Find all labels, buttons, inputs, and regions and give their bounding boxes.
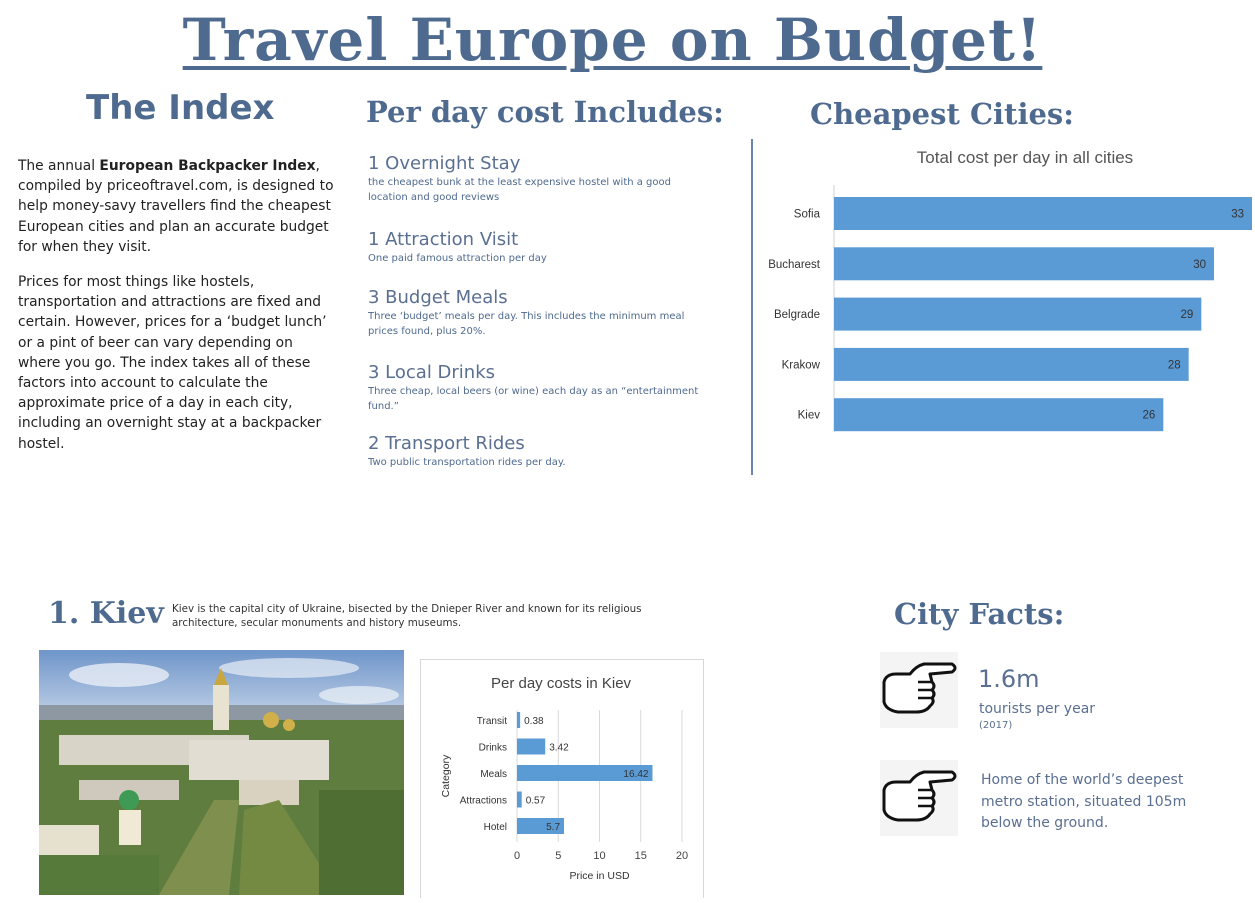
fact1-number: 1.6m	[978, 665, 1040, 693]
vertical-divider	[751, 139, 753, 475]
cheapest-cities-chart	[755, 140, 1255, 450]
pointing-hand-icon	[880, 760, 958, 836]
category-label: Bucharest	[768, 258, 820, 271]
bar	[517, 792, 522, 808]
x-axis-label: Price in USD	[569, 870, 630, 882]
include-item-title: 2 Transport Rides	[368, 433, 525, 454]
category-label: Drinks	[478, 742, 507, 754]
category-label: Kiev	[797, 409, 820, 422]
category-label: Sofia	[793, 208, 820, 221]
kiev-heading: 1. Kiev	[48, 596, 164, 631]
data-label: 26	[1142, 409, 1156, 422]
category-label: Krakow	[781, 359, 820, 372]
bar	[834, 247, 1214, 280]
include-item-title: 3 Budget Meals	[368, 287, 508, 308]
data-label: 5.7	[546, 822, 561, 833]
tick-label: 20	[675, 850, 689, 862]
category-label: Attractions	[459, 795, 507, 807]
category-label: Transit	[476, 716, 507, 727]
data-label: 0.57	[525, 795, 546, 807]
bar	[517, 712, 520, 728]
cheapest-heading: Cheapest Cities:	[810, 97, 1074, 131]
index-p1-rest: , compiled by priceoftravel.com, is designed to help money-savy travellers find the cheapest European cities and plan an accurate budget for when they visit.	[18, 158, 334, 255]
include-item-title: 3 Local Drinks	[368, 362, 496, 383]
data-label: 33	[1231, 208, 1244, 221]
include-item-drinks	[368, 362, 708, 414]
index-paragraph-2: Prices for most things like hostels, transportation and attractions are fixed and certain. However, prices for a ‘budget lunch’ or a pint of beer can vary depending on where you go. The index takes all of these factors into account to calculate the approximate price of a day in each city, including an overnight stay at a backpacker hostel.	[18, 274, 327, 452]
kiev-photo	[39, 650, 404, 895]
data-label: 29	[1180, 309, 1194, 322]
include-item-desc: Three ‘budget’ meals per day. This includes the minimum meal prices found, plus 20%.	[368, 311, 685, 337]
include-item-attraction	[368, 229, 708, 267]
include-item-title: 1 Overnight Stay	[368, 153, 521, 174]
pointing-hand-icon	[880, 652, 958, 728]
include-item-desc: One paid famous attraction per day	[368, 253, 547, 264]
index-p1-bold: European Backpacker Index	[99, 158, 316, 174]
bar	[834, 348, 1189, 381]
tick-label: 15	[634, 850, 647, 862]
category-label: Belgrade	[773, 309, 820, 322]
kiev-description: Kiev is the capital city of Ukraine, bisected by the Dnieper River and known for its religious architecture, secular monuments and history museums.	[172, 603, 642, 629]
kiev-costs-chart	[421, 660, 705, 899]
tick-label: 5	[555, 850, 562, 862]
data-label: 3.42	[549, 742, 569, 754]
index-heading: The Index	[86, 88, 275, 128]
facts-heading: City Facts:	[894, 597, 1065, 631]
kiev-costs-chart-frame	[420, 659, 704, 898]
category-label: Hotel	[483, 822, 507, 833]
bar	[834, 197, 1252, 230]
tick-label: 10	[593, 850, 606, 862]
data-label: 28	[1167, 359, 1181, 372]
chart-title: Per day costs in Kiev	[490, 675, 632, 692]
include-item-overnight	[368, 153, 708, 205]
page-title: Travel Europe on Budget!	[182, 6, 1043, 74]
include-item-title: 1 Attraction Visit	[368, 229, 519, 250]
includes-heading: Per day cost Includes:	[366, 95, 724, 129]
index-description	[18, 156, 336, 469]
include-item-desc: Three cheap, local beers (or wine) each day as an “entertainment fund.”	[368, 386, 699, 412]
index-paragraph-1	[18, 156, 336, 257]
bar	[834, 398, 1163, 431]
tick-label: 0	[513, 850, 521, 862]
fact1-year: (2017)	[979, 720, 1013, 731]
chart-title: Total cost per day in all cities	[916, 148, 1134, 167]
include-item-desc: Two public transportation rides per day.	[368, 457, 566, 468]
data-label: 16.42	[623, 769, 649, 780]
category-label: Meals	[480, 769, 507, 780]
data-label: 0.38	[524, 716, 544, 727]
y-axis-label: Category	[440, 754, 452, 798]
bar	[517, 739, 545, 755]
include-item-desc: the cheapest bunk at the least expensive hostel with a good location and good reviews	[368, 177, 671, 203]
bar	[834, 298, 1201, 331]
fact2-text: Home of the world’s deepest metro station, situated 105m below the ground.	[981, 772, 1187, 831]
include-item-meals	[368, 287, 708, 339]
include-item-transport	[368, 433, 708, 471]
data-label: 30	[1193, 258, 1206, 271]
index-p1-intro: The annual	[18, 158, 100, 174]
fact1-label: tourists per year	[979, 701, 1096, 717]
